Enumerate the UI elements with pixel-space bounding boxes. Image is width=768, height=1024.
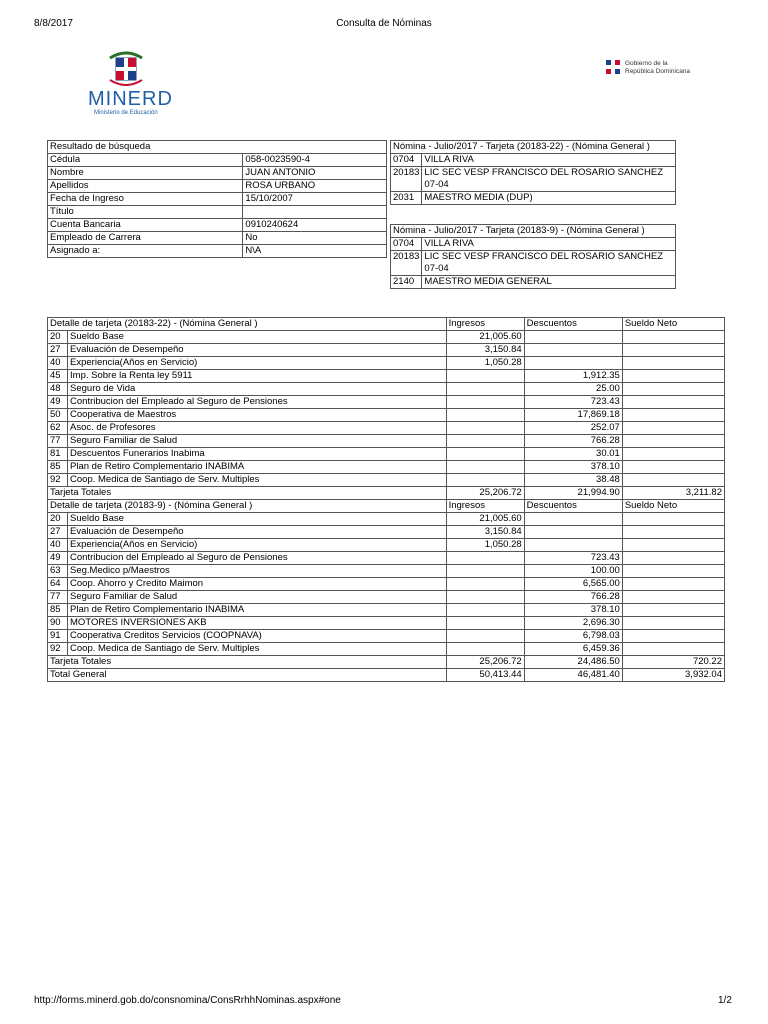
neto-value (622, 435, 724, 448)
total-general-row (48, 669, 725, 682)
print-title: Consulta de Nóminas (336, 18, 432, 29)
ingresos-value (446, 565, 524, 578)
concept-code: 91 (48, 630, 68, 643)
resultado-row (48, 232, 387, 245)
nomina1-row (391, 167, 676, 192)
resultado-row (48, 219, 387, 232)
concept-code: 20 (48, 513, 68, 526)
detalle-row (48, 344, 725, 357)
concept-desc: Experiencia(Años en Servicio) (68, 539, 447, 552)
neto-value (622, 383, 724, 396)
detalle2-total-row (48, 656, 725, 669)
ingresos-value (446, 630, 524, 643)
gobierno-line2: República Dominicana (625, 68, 691, 75)
detalle-row (48, 539, 725, 552)
descuentos-value (524, 357, 622, 370)
nomina1-row (391, 192, 676, 205)
concept-desc: Imp. Sobre la Renta ley 5911 (68, 370, 447, 383)
detalle1-title: Detalle de tarjeta (20183-22) - (Nómina General ) (48, 318, 447, 331)
neto-value (622, 591, 724, 604)
concept-desc: Seguro Familiar de Salud (68, 591, 447, 604)
concept-desc: Evaluación de Desempeño (68, 526, 447, 539)
ingresos-value: 1,050.28 (446, 357, 524, 370)
descuentos-value: 6,459.36 (524, 643, 622, 656)
ingresos-value (446, 396, 524, 409)
resultado-row (48, 193, 387, 206)
nomina2-table (390, 224, 676, 289)
concept-desc: Evaluación de Desempeño (68, 344, 447, 357)
descuentos-value: 17,869.18 (524, 409, 622, 422)
resultado-row (48, 245, 387, 258)
field-label: Asignado a: (48, 245, 243, 258)
concept-desc: Coop. Medica de Santiago de Serv. Multiples (68, 474, 447, 487)
detalle-row (48, 565, 725, 578)
concept-code: 92 (48, 474, 68, 487)
ingresos-value: 3,150.84 (446, 344, 524, 357)
descuentos-value: 6,565.00 (524, 578, 622, 591)
ingresos-value (446, 383, 524, 396)
detalle-row (48, 461, 725, 474)
descuentos-value: 30.01 (524, 448, 622, 461)
total-general-label: Total General (48, 669, 447, 682)
total-neto: 3,211.82 (622, 487, 724, 500)
field-label: Cédula (48, 154, 243, 167)
neto-value (622, 630, 724, 643)
gobierno-logo (605, 58, 705, 78)
field-label: Título (48, 206, 243, 219)
neto-value (622, 474, 724, 487)
total-descuentos: 21,994.90 (524, 487, 622, 500)
concept-code: 45 (48, 370, 68, 383)
nomina-text: LIC SEC VESP FRANCISCO DEL ROSARIO SANCHEZ 07-04 (422, 167, 676, 192)
resultado-title: Resultado de búsqueda (48, 141, 387, 154)
detalle-table (47, 317, 725, 682)
ingresos-value (446, 604, 524, 617)
neto-value (622, 578, 724, 591)
concept-code: 77 (48, 591, 68, 604)
field-value: 0910240624 (243, 219, 387, 232)
concept-desc: Descuentos Funerarios Inabima (68, 448, 447, 461)
ingresos-value (446, 448, 524, 461)
total-ingresos: 25,206.72 (446, 656, 524, 669)
nomina1-table (390, 140, 676, 205)
field-value (243, 206, 387, 219)
concept-code: 63 (48, 565, 68, 578)
detalle-row (48, 513, 725, 526)
concept-code: 64 (48, 578, 68, 591)
ingresos-value (446, 461, 524, 474)
neto-value (622, 565, 724, 578)
field-label: Cuenta Bancaria (48, 219, 243, 232)
field-value: No (243, 232, 387, 245)
concept-desc: Asoc. de Profesores (68, 422, 447, 435)
shield-icon (605, 59, 621, 75)
gobierno-line1: Gobierno de la (625, 60, 668, 67)
descuentos-value: 2,696.30 (524, 617, 622, 630)
concept-code: 27 (48, 344, 68, 357)
descuentos-value: 766.28 (524, 591, 622, 604)
detalle-row (48, 552, 725, 565)
nomina-text: VILLA RIVA (422, 154, 676, 167)
concept-code: 48 (48, 383, 68, 396)
detalle-row (48, 591, 725, 604)
neto-value (622, 357, 724, 370)
concept-code: 27 (48, 526, 68, 539)
descuentos-value: 378.10 (524, 461, 622, 474)
field-label: Nombre (48, 167, 243, 180)
nomina-code: 2140 (391, 276, 422, 289)
neto-value (622, 552, 724, 565)
total-label: Tarjeta Totales (48, 656, 447, 669)
neto-value (622, 539, 724, 552)
neto-value (622, 331, 724, 344)
detalle-row (48, 617, 725, 630)
ingresos-value: 3,150.84 (446, 526, 524, 539)
ingresos-value (446, 435, 524, 448)
concept-code: 50 (48, 409, 68, 422)
neto-value (622, 344, 724, 357)
concept-desc: Sueldo Base (68, 331, 447, 344)
concept-desc: Cooperativa de Maestros (68, 409, 447, 422)
descuentos-value: 38.48 (524, 474, 622, 487)
neto-value (622, 461, 724, 474)
minerd-logo (88, 50, 178, 120)
nomina-code: 20183 (391, 251, 422, 276)
nomina2-title: Nómina - Julio/2017 - Tarjeta (20183-9) - (Nómina General ) (391, 225, 676, 238)
nomina1-row (391, 154, 676, 167)
descuentos-value: 378.10 (524, 604, 622, 617)
ingresos-value (446, 552, 524, 565)
descuentos-value (524, 539, 622, 552)
concept-desc: Cooperativa Creditos Servicios (COOPNAVA) (68, 630, 447, 643)
detalle-row (48, 474, 725, 487)
resultado-row (48, 180, 387, 193)
concept-desc: Plan de Retiro Complementario INABIMA (68, 604, 447, 617)
detalle-row (48, 409, 725, 422)
concept-desc: Contribucion del Empleado al Seguro de Pensiones (68, 396, 447, 409)
concept-desc: Experiencia(Años en Servicio) (68, 357, 447, 370)
descuentos-value (524, 526, 622, 539)
ingresos-value (446, 578, 524, 591)
detalle1-total-row (48, 487, 725, 500)
neto-value (622, 604, 724, 617)
resultado-row (48, 167, 387, 180)
nomina-text: MAESTRO MEDIA (DUP) (422, 192, 676, 205)
nomina2-row (391, 276, 676, 289)
detalle-row (48, 370, 725, 383)
detalle-row (48, 435, 725, 448)
nomina-code: 20183 (391, 167, 422, 192)
field-label: Fecha de Ingreso (48, 193, 243, 206)
col-neto-header: Sueldo Neto (622, 500, 724, 513)
detalle-row (48, 578, 725, 591)
concept-code: 92 (48, 643, 68, 656)
detalle-row (48, 526, 725, 539)
ingresos-value (446, 643, 524, 656)
concept-code: 77 (48, 435, 68, 448)
total-general-ingresos: 50,413.44 (446, 669, 524, 682)
ingresos-value (446, 617, 524, 630)
concept-code: 49 (48, 552, 68, 565)
total-descuentos: 24,486.50 (524, 656, 622, 669)
ingresos-value (446, 409, 524, 422)
concept-code: 85 (48, 461, 68, 474)
nomina-code: 2031 (391, 192, 422, 205)
field-value: 15/10/2007 (243, 193, 387, 206)
descuentos-value (524, 331, 622, 344)
detalle2-header-row (48, 500, 725, 513)
descuentos-value: 1,912.35 (524, 370, 622, 383)
coat-of-arms-icon (106, 50, 146, 88)
descuentos-value: 723.43 (524, 396, 622, 409)
neto-value (622, 617, 724, 630)
neto-value (622, 422, 724, 435)
descuentos-value (524, 344, 622, 357)
total-label: Tarjeta Totales (48, 487, 447, 500)
total-general-neto: 3,932.04 (622, 669, 724, 682)
descuentos-value: 252.07 (524, 422, 622, 435)
ingresos-value (446, 422, 524, 435)
col-neto-header: Sueldo Neto (622, 318, 724, 331)
neto-value (622, 643, 724, 656)
concept-desc: Seg.Medico p/Maestros (68, 565, 447, 578)
nomina-text: LIC SEC VESP FRANCISCO DEL ROSARIO SANCHEZ 07-04 (422, 251, 676, 276)
descuentos-value: 766.28 (524, 435, 622, 448)
concept-code: 85 (48, 604, 68, 617)
detalle-row (48, 604, 725, 617)
detalle-row (48, 357, 725, 370)
concept-code: 40 (48, 357, 68, 370)
total-general-descuentos: 46,481.40 (524, 669, 622, 682)
print-page: 1/2 (718, 995, 732, 1006)
neto-value (622, 370, 724, 383)
detalle1-header-row (48, 318, 725, 331)
nomina-text: VILLA RIVA (422, 238, 676, 251)
col-descuentos-header: Descuentos (524, 500, 622, 513)
descuentos-value: 25.00 (524, 383, 622, 396)
detalle-row (48, 383, 725, 396)
concept-code: 49 (48, 396, 68, 409)
ingresos-value (446, 370, 524, 383)
descuentos-value: 100.00 (524, 565, 622, 578)
total-ingresos: 25,206.72 (446, 487, 524, 500)
concept-desc: Coop. Ahorro y Credito Maimon (68, 578, 447, 591)
detalle-row (48, 331, 725, 344)
descuentos-value: 6,798.03 (524, 630, 622, 643)
concept-code: 90 (48, 617, 68, 630)
concept-desc: Plan de Retiro Complementario INABIMA (68, 461, 447, 474)
logo-subtitle: Ministerio de Educación (94, 110, 158, 116)
nomina2-row (391, 251, 676, 276)
field-label: Apellidos (48, 180, 243, 193)
concept-code: 20 (48, 331, 68, 344)
ingresos-value (446, 474, 524, 487)
concept-desc: Contribucion del Empleado al Seguro de Pensiones (68, 552, 447, 565)
ingresos-value (446, 591, 524, 604)
field-value: JUAN ANTONIO (243, 167, 387, 180)
concept-code: 40 (48, 539, 68, 552)
nomina-code: 0704 (391, 154, 422, 167)
neto-value (622, 526, 724, 539)
ingresos-value: 1,050.28 (446, 539, 524, 552)
logo-name: MINERD (88, 88, 173, 110)
neto-value (622, 448, 724, 461)
resultado-row (48, 206, 387, 219)
field-value: 058-0023590-4 (243, 154, 387, 167)
field-value: ROSA URBANO (243, 180, 387, 193)
concept-desc: Sueldo Base (68, 513, 447, 526)
nomina-code: 0704 (391, 238, 422, 251)
resultado-table (47, 140, 387, 258)
detalle-row (48, 630, 725, 643)
nomina-text: MAESTRO MEDIA GENERAL (422, 276, 676, 289)
descuentos-value: 723.43 (524, 552, 622, 565)
detalle-row (48, 396, 725, 409)
print-url[interactable]: http://forms.minerd.gob.do/consnomina/ConsRrhhNominas.aspx#one (34, 995, 341, 1006)
col-ingresos-header: Ingresos (446, 318, 524, 331)
concept-desc: Seguro Familiar de Salud (68, 435, 447, 448)
concept-code: 62 (48, 422, 68, 435)
concept-desc: Seguro de Vida (68, 383, 447, 396)
neto-value (622, 513, 724, 526)
detalle2-title: Detalle de tarjeta (20183-9) - (Nómina General ) (48, 500, 447, 513)
ingresos-value: 21,005.60 (446, 331, 524, 344)
concept-desc: Coop. Medica de Santiago de Serv. Multiples (68, 643, 447, 656)
detalle-row (48, 448, 725, 461)
print-date: 8/8/2017 (34, 18, 73, 29)
detalle-row (48, 422, 725, 435)
col-ingresos-header: Ingresos (446, 500, 524, 513)
field-label: Empleado de Carrera (48, 232, 243, 245)
nomina1-title: Nómina - Julio/2017 - Tarjeta (20183-22) - (Nómina General ) (391, 141, 676, 154)
concept-code: 81 (48, 448, 68, 461)
total-neto: 720.22 (622, 656, 724, 669)
detalle-row (48, 643, 725, 656)
descuentos-value (524, 513, 622, 526)
concept-desc: MOTORES INVERSIONES AKB (68, 617, 447, 630)
col-descuentos-header: Descuentos (524, 318, 622, 331)
neto-value (622, 396, 724, 409)
field-value: N\A (243, 245, 387, 258)
nomina2-row (391, 238, 676, 251)
neto-value (622, 409, 724, 422)
resultado-row (48, 154, 387, 167)
ingresos-value: 21,005.60 (446, 513, 524, 526)
